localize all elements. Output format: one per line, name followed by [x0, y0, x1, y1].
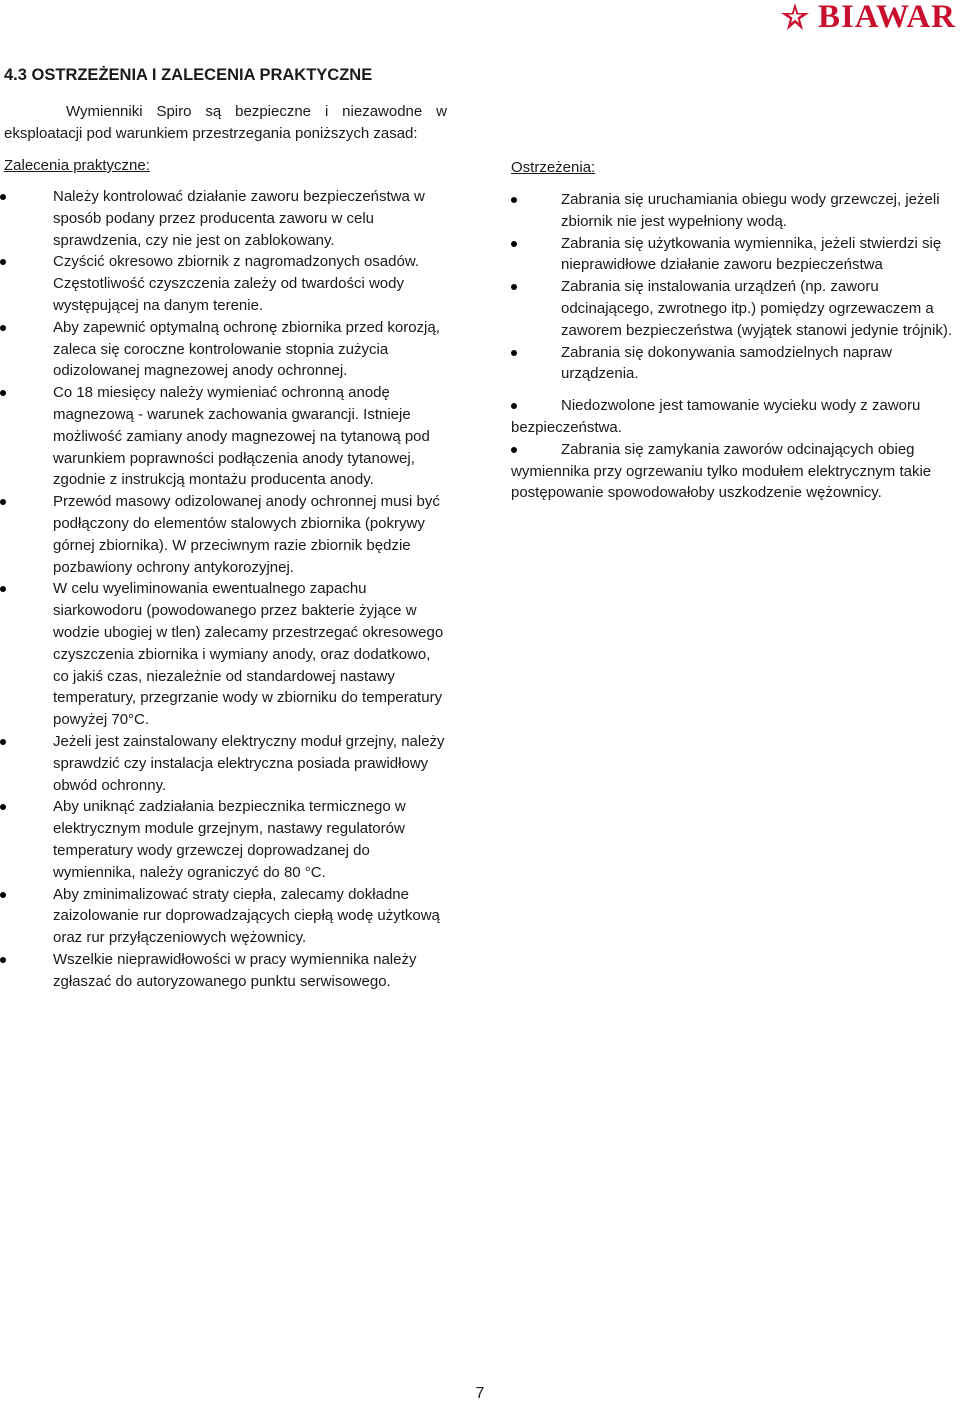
bullet-icon	[511, 350, 517, 356]
list-item-text: Zabrania się dokonywania samodzielnych napraw urządzenia.	[561, 343, 893, 383]
list-item	[0, 884, 450, 949]
list-item-text: Należy kontrolować działanie zaworu bezpieczeństwa w sposób podany przez producenta zaworu w celu sprawdzenia, czy nie jest on zablokowany.	[53, 188, 425, 249]
recommendations-heading: Zalecenia praktyczne:	[4, 157, 150, 174]
section-title: 4.3 OSTRZEŻENIA I ZALECENIA PRAKTYCZNE	[4, 66, 373, 84]
list-item-text: Zabrania się instalowania urządzeń (np. zaworu odcinającego, zwrotnego itp.) pomiędzy ogrzewaczem a zaworem bezpieczeństwa (wyjątek stanowi jedynie trójnik).	[561, 278, 952, 339]
list-item	[0, 949, 450, 993]
bullet-icon	[0, 957, 6, 963]
bullet-icon	[0, 259, 6, 265]
list-item	[511, 342, 956, 386]
bullet-icon	[0, 325, 6, 331]
list-item	[0, 731, 450, 796]
list-item	[511, 233, 956, 277]
bullet-icon	[0, 804, 6, 810]
brand-name: BIAWAR	[817, 0, 956, 35]
bullet-icon	[0, 499, 6, 505]
bullet-icon	[0, 586, 6, 592]
bullet-icon	[0, 390, 6, 396]
list-item	[0, 251, 450, 316]
list-item-text: Czyścić okresowo zbiornik z nagromadzonych osadów. Częstotliwość czyszczenia zależy od twardości wody występującej na danym terenie.	[53, 253, 419, 314]
bullet-icon	[0, 739, 6, 745]
list-item	[511, 395, 956, 439]
bullet-icon	[511, 403, 517, 409]
page-number: 7	[475, 1385, 485, 1402]
list-item-text: Aby uniknąć zadziałania bezpiecznika termicznego w elektrycznym module grzejnym, nastawy regulatorów temperatury wody grzewczej doprowadzanej do wymiennika, należy ograniczyć do 80 °C.	[53, 798, 406, 881]
list-item-text: Zabrania się użytkowania wymiennika, jeżeli stwierdzi się nieprawidłowe działanie zaworu bezpieczeństwa	[561, 234, 942, 274]
list-item	[0, 317, 450, 382]
list-item-text: Aby zapewnić optymalną ochronę zbiornika przed korozją, zaleca się coroczne kontrolowanie stopnia zużycia odizolowanej magnezowej anody ochronnej.	[53, 318, 440, 380]
list-item-text: Niedozwolone jest tamowanie wycieku wody z zaworu bezpieczeństwa.	[511, 397, 921, 436]
list-item	[0, 186, 450, 251]
recommendations-list	[0, 186, 450, 992]
list-item-text: Aby zminimalizować straty ciepła, zalecamy dokładne zaizolowanie rur doprowadzających ciepłą wodę użytkową oraz rur przyłączeniowych wężownicy.	[53, 885, 440, 947]
bullet-icon	[511, 241, 517, 247]
list-item	[0, 578, 450, 731]
list-item-text: W celu wyeliminowania ewentualnego zapachu siarkowodoru (powodowanego przez bakterie żyjące w wodzie ubogiej w tlen) zalecamy przestrzegać okresowego czyszczenia zbiornika i wymiany anody, oraz dodatkowo, co jakiś czas, niezależnie od standardowej nastawy temperatury, przegrzanie wody w zbiorniku do temperatury powyżej 70°C.	[53, 580, 444, 729]
bullet-icon	[511, 284, 517, 290]
list-item	[511, 189, 956, 233]
warnings-list	[511, 189, 956, 504]
bullet-icon	[511, 197, 517, 203]
list-item-text: Jeżeli jest zainstalowany elektryczny moduł grzejny, należy sprawdzić czy instalacja elektryczna posiada prawidłowy obwód ochronny.	[53, 732, 445, 794]
list-item-text: Wszelkie nieprawidłowości w pracy wymiennika należy zgłaszać do autoryzowanego punktu serwisowego.	[53, 950, 417, 990]
star-emblem-icon	[778, 2, 812, 32]
bullet-icon	[0, 194, 6, 200]
list-item	[0, 491, 450, 578]
intro-paragraph: Wymienniki Spiro są bezpieczne i niezawodne w eksploatacji pod warunkiem przestrzegania poniższych zasad:	[4, 103, 447, 142]
bullet-icon	[511, 447, 517, 453]
list-item-text: Zabrania się zamykania zaworów odcinających obieg wymiennika przy ogrzewaniu tylko modułem elektrycznym takie postępowanie spowodowałoby uszkodzenie wężownicy.	[511, 440, 932, 502]
list-item	[511, 276, 956, 341]
list-item	[0, 796, 450, 883]
brand-logo	[778, 0, 956, 34]
list-item-text: Co 18 miesięcy należy wymieniać ochronną anodę magnezową - warunek zachowania gwarancji. Istnieje możliwość zamiany anody magnezowej na tytanową pod warunkiem poprawności podłączenia anody tytanowej, zgodnie z instrukcją montażu producenta anody.	[53, 384, 430, 489]
bullet-icon	[0, 892, 6, 898]
list-item-text: Zabrania się uruchamiania obiegu wody grzewczej, jeżeli zbiornik nie jest wypełniony wodą.	[561, 191, 940, 230]
warnings-heading: Ostrzeżenia:	[511, 159, 596, 176]
list-item-text: Przewód masowy odizolowanej anody ochronnej musi być podłączony do elementów stalowych zbiornika (pokrywy górnej zbiornika). W przeciwnym razie zbiornik będzie pozbawiony ochrony antykorozyjnej.	[53, 493, 440, 576]
list-item	[0, 382, 450, 491]
list-item	[511, 439, 956, 504]
